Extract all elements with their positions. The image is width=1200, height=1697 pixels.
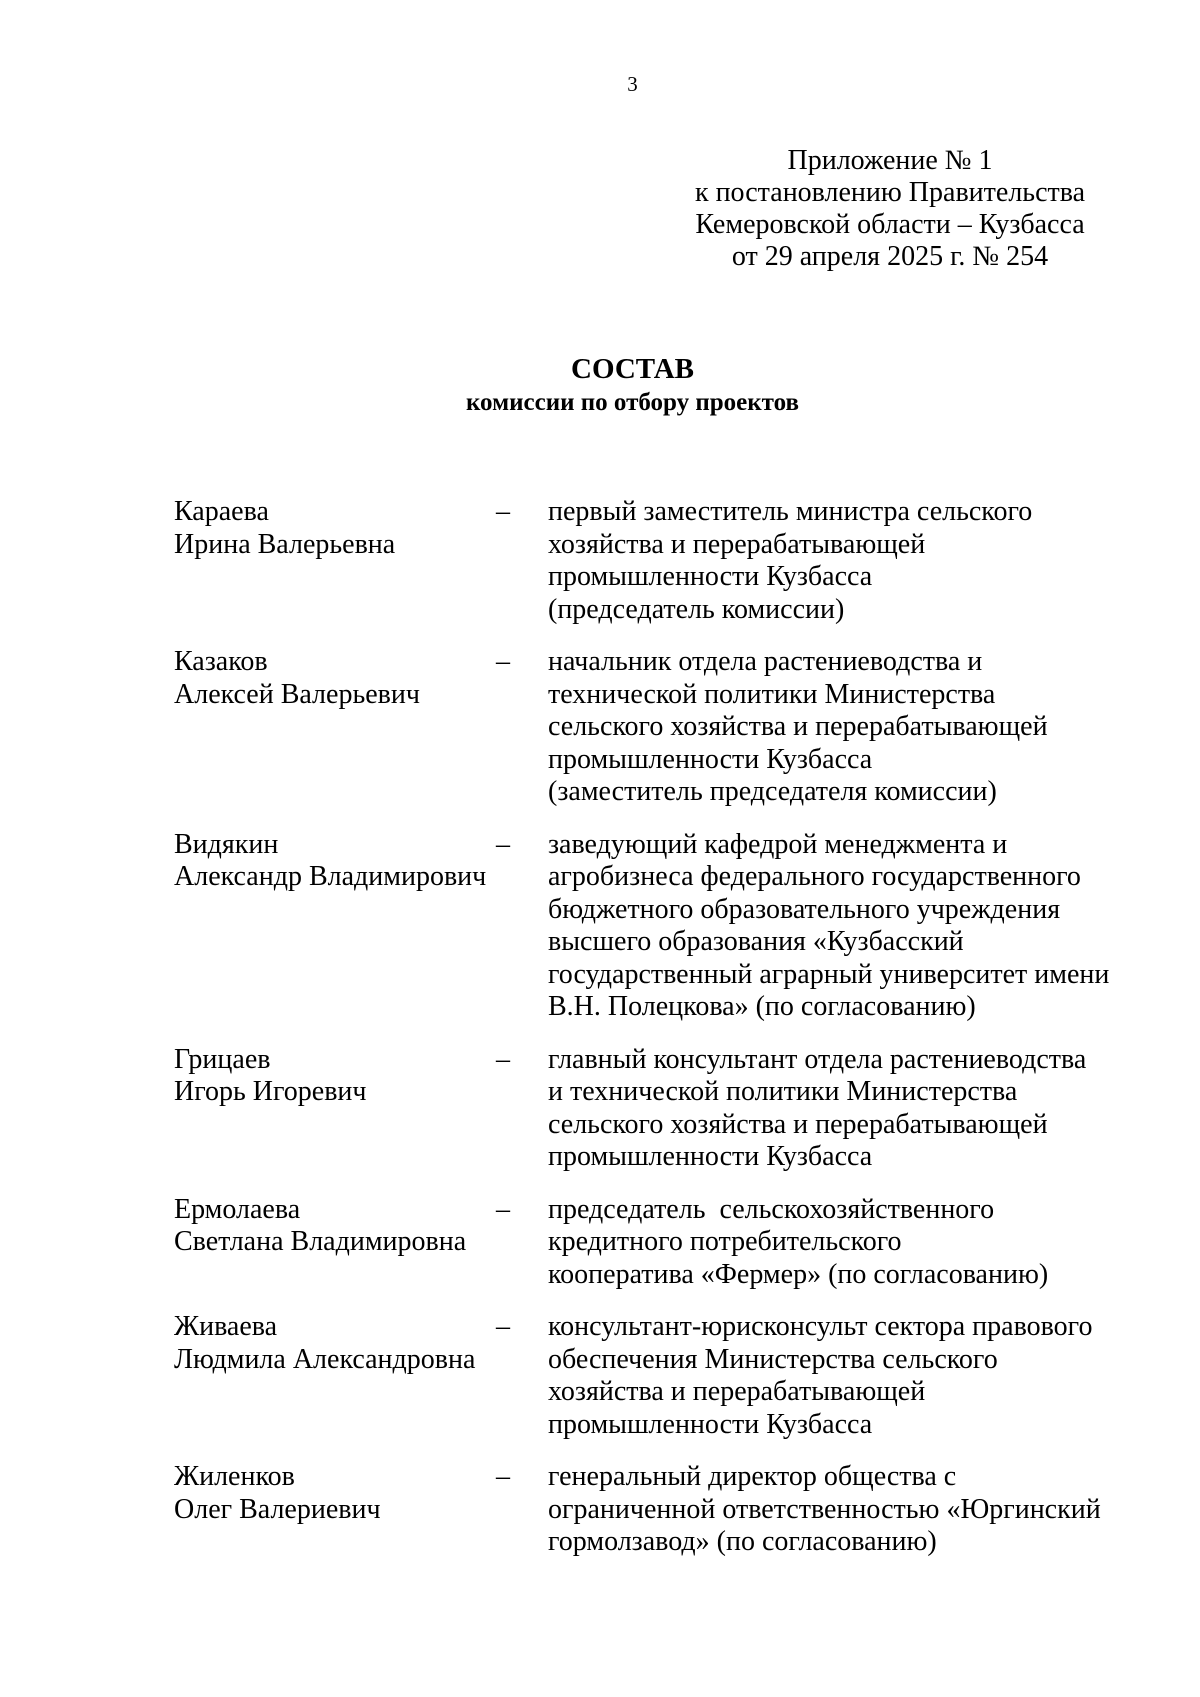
dash-separator: – bbox=[496, 1461, 510, 1492]
position-line: первый заместитель министра сельского bbox=[548, 496, 1033, 527]
member-name bbox=[174, 1311, 496, 1376]
dash-separator: – bbox=[496, 1311, 510, 1342]
position-line: промышленности Кузбасса bbox=[548, 743, 873, 775]
member-position bbox=[548, 829, 1134, 1024]
position-line: сельского хозяйства и перерабатывающей bbox=[548, 711, 1048, 742]
member-given-name: Людмила Александровна bbox=[174, 1343, 476, 1375]
member-given-name: Александр Владимирович bbox=[174, 861, 487, 892]
position-line: обеспечения Министерства сельского bbox=[548, 1343, 998, 1375]
member-surname: Казаков bbox=[174, 646, 268, 677]
position-line: (председатель комиссии) bbox=[548, 593, 845, 625]
position-line: председатель сельскохозяйственного bbox=[548, 1193, 995, 1225]
appendix-line: Кемеровской области – Кузбасса bbox=[695, 209, 1085, 240]
member-name bbox=[174, 1044, 496, 1109]
position-line: генеральный директор общества с bbox=[548, 1461, 957, 1492]
member-surname: Видякин bbox=[174, 828, 279, 860]
title-main: СОСТАВ bbox=[571, 353, 694, 385]
member-surname: Жиленков bbox=[174, 1461, 295, 1492]
position-line: сельского хозяйства и перерабатывающей bbox=[548, 1108, 1048, 1140]
member-name bbox=[174, 646, 496, 711]
member-entry bbox=[174, 1311, 1134, 1441]
member-name bbox=[174, 1194, 496, 1259]
member-given-name: Ирина Валерьевна bbox=[174, 528, 396, 560]
member-entry bbox=[174, 829, 1134, 1024]
page-number: 3 bbox=[627, 72, 638, 96]
member-given-name: Игорь Игоревич bbox=[174, 1076, 367, 1107]
member-given-name: Олег Валериевич bbox=[174, 1493, 381, 1525]
appendix-line: от 29 апреля 2025 г. № 254 bbox=[731, 241, 1049, 272]
position-line: промышленности Кузбасса bbox=[548, 561, 873, 592]
position-line: гормолзавод» (по согласованию) bbox=[548, 1526, 937, 1557]
member-position bbox=[548, 1194, 1134, 1292]
member-given-name: Алексей Валерьевич bbox=[174, 678, 420, 710]
member-name bbox=[174, 496, 496, 561]
member-position bbox=[548, 496, 1134, 626]
position-line: промышленности Кузбасса bbox=[548, 1408, 873, 1440]
member-position bbox=[548, 646, 1134, 809]
position-line: (заместитель председателя комиссии) bbox=[548, 776, 997, 807]
members-list bbox=[174, 496, 1134, 1579]
position-line: В.Н. Полецкова» (по согласованию) bbox=[548, 991, 976, 1022]
member-surname: Грицаев bbox=[174, 1043, 271, 1075]
member-position bbox=[548, 1311, 1134, 1441]
dash-separator: – bbox=[496, 1043, 510, 1075]
position-line: и технической политики Министерства bbox=[548, 1076, 1018, 1107]
position-line: промышленности Кузбасса bbox=[548, 1141, 873, 1172]
appendix-header bbox=[660, 145, 1120, 273]
member-entry bbox=[174, 1044, 1134, 1174]
position-line: кооператива «Фермер» (по согласованию) bbox=[548, 1258, 1049, 1290]
position-line: заведующий кафедрой менеджмента и bbox=[548, 828, 1008, 860]
position-line: хозяйства и перерабатывающей bbox=[548, 1376, 926, 1407]
member-entry bbox=[174, 496, 1134, 626]
dash-separator: – bbox=[496, 1193, 510, 1225]
position-line: консультант-юрисконсульт сектора правового bbox=[548, 1311, 1093, 1342]
position-line: ограниченной ответственностью «Юргинский bbox=[548, 1493, 1101, 1525]
dash-separator: – bbox=[496, 646, 510, 677]
position-line: высшего образования «Кузбасский bbox=[548, 926, 964, 957]
position-line: хозяйства и перерабатывающей bbox=[548, 528, 926, 560]
appendix-line: Приложение № 1 bbox=[787, 145, 993, 176]
member-name bbox=[174, 829, 496, 894]
dash-separator: – bbox=[496, 496, 510, 527]
title-subtitle: комиссии по отбору проектов bbox=[465, 389, 800, 416]
member-surname: Живаева bbox=[174, 1311, 278, 1342]
member-given-name: Светлана Владимировна bbox=[174, 1226, 467, 1257]
member-entry bbox=[174, 1461, 1134, 1559]
position-line: главный консультант отдела растениеводства bbox=[548, 1043, 1087, 1075]
dash-separator: – bbox=[496, 828, 510, 860]
document-title bbox=[0, 353, 1200, 419]
position-line: технической политики Министерства bbox=[548, 678, 996, 710]
position-line: государственный аграрный университет имени bbox=[548, 958, 1110, 990]
appendix-line: к постановлению Правительства bbox=[694, 177, 1086, 208]
member-position bbox=[548, 1044, 1134, 1174]
position-line: кредитного потребительского bbox=[548, 1226, 902, 1257]
member-position bbox=[548, 1461, 1134, 1559]
member-name bbox=[174, 1461, 496, 1526]
member-entry bbox=[174, 646, 1134, 809]
position-line: агробизнеса федерального государственного bbox=[548, 861, 1081, 892]
member-surname: Ермолаева bbox=[174, 1193, 301, 1225]
position-line: бюджетного образовательного учреждения bbox=[548, 893, 1061, 925]
position-line: начальник отдела растениеводства и bbox=[548, 646, 983, 677]
member-surname: Караева bbox=[174, 496, 269, 527]
member-entry bbox=[174, 1194, 1134, 1292]
